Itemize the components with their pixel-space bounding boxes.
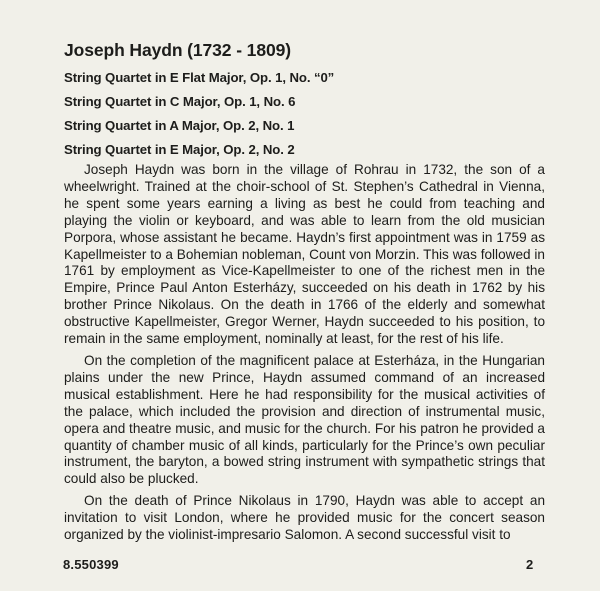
work-title: String Quartet in C Major, Op. 1, No. 6 — [64, 94, 296, 109]
catalog-number: 8.550399 — [63, 557, 119, 572]
paragraph: On the completion of the magnificent palace at Esterháza, in the Hungarian plains under the new Prince, Haydn assumed command of an increased musical establishment. Here he had responsibility for the musical activities of the palace, which included the provision and direction of instrumental music, opera and theatre music, and music for the church. For his patron he provided a quantity of chamber music of all kinds, particularly for the Prince’s own peculiar instrument, the baryton, a bowed string instrument with sympathetic strings that could also be plucked. — [64, 352, 545, 487]
paragraph: Joseph Haydn was born in the village of Rohrau in 1732, the son of a wheelwright. Trained at the choir-school of St. Stephen’s Cathedral in Vienna, he spent some years earning a living as best he could from teaching and playing the violin or keyboard, and was able to learn from the old musician Porpora, whose assistant he became. Haydn’s first appointment was in 1759 as Kapellmeister to a Bohemian nobleman, Count von Morzin. This was followed in 1761 by employment as Vice-Kapellmeister to one of the richest men in the Empire, Prince Paul Anton Esterházy, succeeded on his death in 1762 by his brother Prince Nikolaus. On the death in 1766 of the elderly and somewhat obstructive Kapellmeister, Gregor Werner, Haydn succeeded to his position, to remain in the same employment, nominally at least, for the rest of his life. — [64, 162, 545, 347]
work-title: String Quartet in E Flat Major, Op. 1, No. “0” — [64, 70, 335, 85]
work-title: String Quartet in A Major, Op. 2, No. 1 — [64, 118, 295, 133]
biography-text — [64, 162, 545, 549]
program-header — [64, 39, 544, 164]
page-number: 2 — [526, 557, 534, 572]
work-title: String Quartet in E Major, Op. 2, No. 2 — [64, 142, 295, 157]
paragraph: On the death of Prince Nikolaus in 1790, Haydn was able to accept an invitation to visit London, where he provided music for the concert season organized by the violinist-impresario Salomon. A second successful visit to — [64, 493, 545, 543]
composer-heading: Joseph Haydn (1732 - 1809) — [64, 40, 291, 60]
